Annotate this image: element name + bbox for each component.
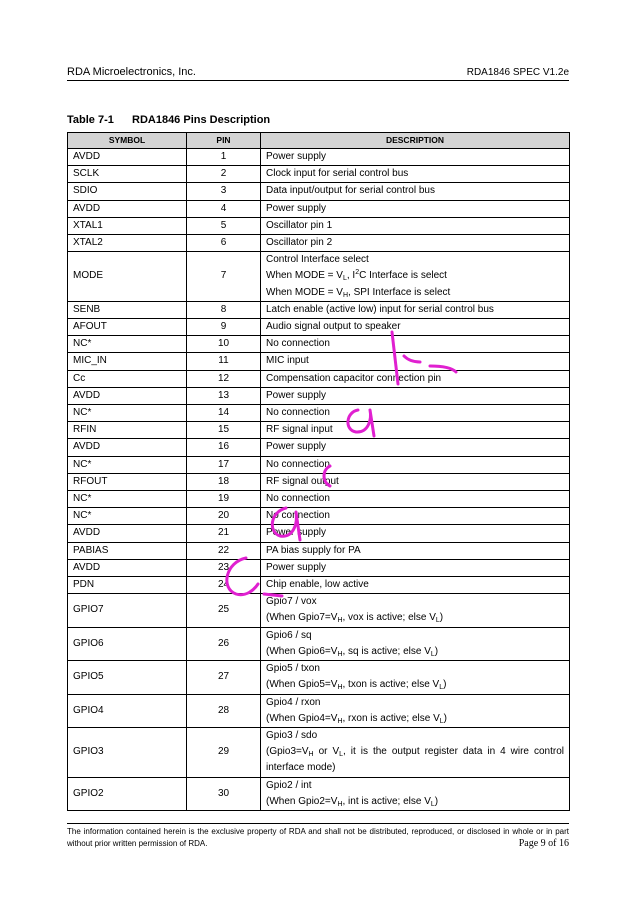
pin-description [261, 252, 570, 302]
pin-symbol: AVDD [68, 439, 187, 456]
pin-symbol: AVDD [68, 559, 187, 576]
table-row [68, 235, 570, 252]
pin-description-line: Gpio7 / vox [266, 596, 317, 608]
pin-symbol: RFIN [68, 422, 187, 439]
footer-rule [67, 823, 569, 824]
pin-symbol: GPIO6 [68, 627, 187, 660]
pin-description [261, 166, 570, 183]
pin-description-line: (When $Gpio4=V_H$, rxon is active; else $V_L$) [266, 712, 448, 725]
pin-description-line: Clock input for serial control bus [266, 168, 409, 180]
pin-description [261, 627, 570, 660]
pin-description [261, 405, 570, 422]
pin-description-line: Power supply [266, 561, 327, 573]
pin-number: 21 [187, 525, 261, 542]
pin-description-line: Audio signal output to speaker [266, 321, 401, 333]
pin-description [261, 456, 570, 473]
pin-symbol: AVDD [68, 525, 187, 542]
pin-number: 14 [187, 405, 261, 422]
pin-symbol: AVDD [68, 387, 187, 404]
pin-description-line: No connection [266, 338, 330, 350]
header-rule [67, 80, 569, 81]
pin-number: 8 [187, 301, 261, 318]
pin-symbol: XTAL2 [68, 235, 187, 252]
pin-symbol: NC* [68, 405, 187, 422]
table-row [68, 370, 570, 387]
pin-description-line: Power supply [266, 202, 327, 214]
pin-description [261, 727, 570, 777]
pin-description [261, 594, 570, 627]
pin-description [261, 439, 570, 456]
table-row [68, 353, 570, 370]
pin-symbol: NC* [68, 336, 187, 353]
pin-symbol: AVDD [68, 149, 187, 166]
header-doc-version: RDA1846 SPEC V1.2e [466, 67, 569, 78]
pin-number: 12 [187, 370, 261, 387]
pin-description-line: Power supply [266, 389, 327, 401]
pin-symbol: SCLK [68, 166, 187, 183]
table-row [68, 661, 570, 694]
pin-description-line: Gpio5 / txon [266, 663, 320, 675]
pin-description-line: (When $Gpio5=V_H$, txon is active; else $V_L$) [266, 679, 447, 692]
pin-description-line: Power supply [266, 527, 327, 539]
table-row [68, 525, 570, 542]
table-row [68, 149, 570, 166]
pin-number: 18 [187, 473, 261, 490]
table-row [68, 183, 570, 200]
pin-description [261, 577, 570, 594]
table-row [68, 217, 570, 234]
pin-symbol: RFOUT [68, 473, 187, 490]
pin-number: 19 [187, 491, 261, 508]
pin-symbol: SENB [68, 301, 187, 318]
pin-description [261, 353, 570, 370]
pin-number: 11 [187, 353, 261, 370]
pin-number: 7 [187, 252, 261, 302]
pin-number: 17 [187, 456, 261, 473]
pin-description-line: Latch enable (active low) input for serial control bus [266, 303, 494, 315]
pin-description-line: When MODE = $V_L$, $I^2C$ Interface is select [266, 269, 447, 283]
pin-description [261, 387, 570, 404]
pin-symbol: PDN [68, 577, 187, 594]
table-row [68, 694, 570, 727]
table-header-row [68, 133, 570, 149]
table-row [68, 319, 570, 336]
pin-number: 4 [187, 200, 261, 217]
pin-description-line: Compensation capacitor connection pin [266, 372, 442, 384]
table-body [68, 149, 570, 811]
pin-description-line: Control Interface select [266, 254, 369, 266]
pin-symbol: AVDD [68, 200, 187, 217]
pin-description [261, 694, 570, 727]
pin-description [261, 491, 570, 508]
pin-symbol: NC* [68, 508, 187, 525]
pin-description-line: (When $Gpio6=V_H$, sq is active; else $V_L$) [266, 645, 439, 658]
pin-description [261, 200, 570, 217]
table-row [68, 387, 570, 404]
pin-number: 22 [187, 542, 261, 559]
pin-description [261, 235, 570, 252]
pin-number: 10 [187, 336, 261, 353]
pin-symbol: MIC_IN [68, 353, 187, 370]
pin-number: 13 [187, 387, 261, 404]
table-row [68, 456, 570, 473]
pin-symbol: PABIAS [68, 542, 187, 559]
pin-description-line: MIC input [266, 355, 309, 367]
pin-symbol: XTAL1 [68, 217, 187, 234]
table-row [68, 252, 570, 302]
table-row [68, 559, 570, 576]
pin-description [261, 183, 570, 200]
pin-description-line: Data input/output for serial control bus [266, 185, 435, 197]
pin-number: 28 [187, 694, 261, 727]
table-row [68, 577, 570, 594]
table-row [68, 166, 570, 183]
table-row [68, 336, 570, 353]
table-caption [67, 114, 270, 126]
pin-number: 15 [187, 422, 261, 439]
pin-description-line: (When $Gpio7=V_H$, vox is active; else $V_L$) [266, 612, 444, 625]
table-row [68, 405, 570, 422]
pin-symbol: GPIO2 [68, 777, 187, 810]
pin-number: 16 [187, 439, 261, 456]
pin-description [261, 473, 570, 490]
pin-description-line: No connection [266, 407, 330, 419]
pin-symbol: GPIO7 [68, 594, 187, 627]
table-row [68, 422, 570, 439]
pin-description-line: When MODE = $V_H$, SPI Interface is select [266, 286, 451, 299]
pin-description [261, 319, 570, 336]
pin-symbol: NC* [68, 456, 187, 473]
col-header-symbol: SYMBOL [68, 133, 187, 149]
table-row [68, 473, 570, 490]
pin-description [261, 301, 570, 318]
pin-description-line: No connection [266, 458, 330, 470]
pin-description-line: ($Gpio3=V_H$ or $V_L$, it is the output register data in 4 wire control interface mode) [266, 746, 564, 774]
pin-symbol: GPIO4 [68, 694, 187, 727]
pin-number: 30 [187, 777, 261, 810]
col-header-description: DESCRIPTION [261, 133, 570, 149]
table-row [68, 508, 570, 525]
pin-number: 3 [187, 183, 261, 200]
pin-description [261, 542, 570, 559]
pin-description-line: Power supply [266, 151, 327, 162]
table-row [68, 542, 570, 559]
pin-number: 2 [187, 166, 261, 183]
pin-description [261, 422, 570, 439]
pin-description-line: PA bias supply for PA [266, 544, 361, 556]
pin-description [261, 217, 570, 234]
pins-table [67, 132, 570, 811]
pin-description-line: Gpio3 / sdo [266, 729, 318, 741]
table-row [68, 594, 570, 627]
pin-number: 9 [187, 319, 261, 336]
pin-description-line: Power supply [266, 441, 327, 453]
pin-description-line: RF signal output [266, 475, 339, 487]
table-row [68, 301, 570, 318]
pin-symbol: GPIO3 [68, 727, 187, 777]
pin-description [261, 777, 570, 810]
pin-description [261, 525, 570, 542]
pin-number: 29 [187, 727, 261, 777]
pin-number: 27 [187, 661, 261, 694]
pin-number: 1 [187, 149, 261, 166]
table-row [68, 200, 570, 217]
col-header-pin: PIN [187, 133, 261, 149]
pin-number: 26 [187, 627, 261, 660]
table-row [68, 439, 570, 456]
header-company: RDA Microelectronics, Inc. [67, 66, 196, 78]
pin-number: 24 [187, 577, 261, 594]
pin-number: 23 [187, 559, 261, 576]
pin-description-line: Gpio6 / sq [266, 629, 312, 641]
table-row [68, 491, 570, 508]
footer-notice: The information contained herein is the exclusive property of RDA and shall not be distributed, reproduced, or disclosed in whole or in part without prior written permission of RDA. [67, 827, 569, 848]
table-row [68, 727, 570, 777]
pin-symbol: Cc [68, 370, 187, 387]
pin-number: 6 [187, 235, 261, 252]
pin-symbol: MODE [68, 252, 187, 302]
pin-description [261, 149, 570, 166]
pin-symbol: GPIO5 [68, 661, 187, 694]
pin-symbol: AFOUT [68, 319, 187, 336]
pin-description [261, 336, 570, 353]
pin-description-line: Oscillator pin 2 [266, 237, 333, 249]
pin-description-line: Gpio2 / int [266, 779, 312, 791]
pin-description-line: Chip enable, low active [266, 579, 369, 591]
pin-description-line: RF signal input [266, 424, 333, 436]
pin-number: 5 [187, 217, 261, 234]
pin-description-line: Gpio4 / rxon [266, 696, 321, 708]
pin-description-line: Oscillator pin 1 [266, 219, 333, 231]
pin-description [261, 559, 570, 576]
table-row [68, 627, 570, 660]
pin-number: 20 [187, 508, 261, 525]
table-number: Table 7-1 [67, 114, 114, 126]
table-title: RDA1846 Pins Description [132, 114, 271, 126]
pin-description [261, 370, 570, 387]
pin-number: 25 [187, 594, 261, 627]
pin-description-line: No connection [266, 510, 330, 522]
pin-description [261, 508, 570, 525]
pin-description-line: (When $Gpio2=V_H$, int is active; else $V_L$) [266, 795, 439, 808]
pin-symbol: NC* [68, 491, 187, 508]
page-number: Page 9 of 16 [518, 838, 569, 849]
pin-symbol: SDIO [68, 183, 187, 200]
pin-description [261, 661, 570, 694]
pin-description-line: No connection [266, 493, 330, 505]
table-row [68, 777, 570, 810]
